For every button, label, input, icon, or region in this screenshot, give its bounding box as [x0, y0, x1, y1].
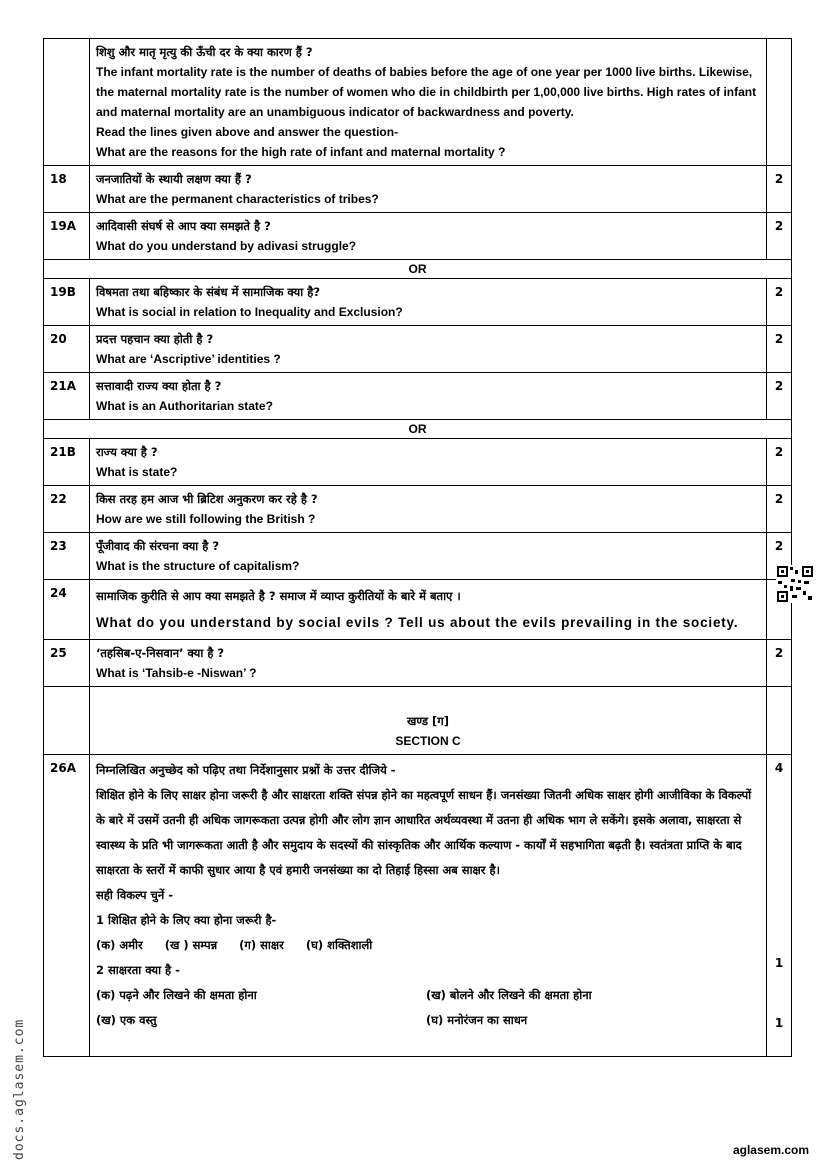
- question-instruction: निम्नलिखित अनुच्छेद को पढ़िए तथा निर्देशानुसार प्रश्नों के उत्तर दीजिये -: [96, 763, 396, 777]
- marks: 2: [767, 166, 792, 213]
- question-hindi: प्रदत्त पहचान क्या होती है ?: [96, 332, 214, 346]
- watermark-text: docs.aglasem.com: [12, 1018, 27, 1160]
- question-hindi: विषमता तथा बहिष्कार के संबंध में सामाजिक क्या है?: [96, 285, 320, 299]
- table-row: [44, 486, 792, 533]
- marks: 1: [774, 1016, 784, 1030]
- table-row: [44, 755, 792, 1057]
- question-number: 23: [44, 533, 90, 580]
- options-1: [96, 933, 760, 958]
- question-english: What is the structure of capitalism?: [96, 559, 300, 573]
- table-row: [44, 213, 792, 260]
- table-row: [44, 533, 792, 580]
- footer-brand: aglasem.com: [732, 1143, 809, 1157]
- question-english: What are the permanent characteristics of tribes?: [96, 192, 379, 206]
- question-hindi: सत्तावादी राज्य क्या होता है ?: [96, 379, 222, 393]
- question-number: 19B: [44, 279, 90, 326]
- question-hindi: सामाजिक कुरीति से आप क्या समझते है ? समाज में व्याप्त कुरीतियों के बारे में बताए ।: [96, 589, 461, 603]
- question-number: 24: [44, 580, 90, 640]
- or-label: OR: [44, 420, 792, 439]
- option: (ख) एक वस्तु: [96, 1013, 157, 1027]
- section-title-hindi: खण्ड [ग]: [406, 714, 449, 728]
- question-hindi: पूँजीवाद की संरचना क्या है ?: [96, 539, 220, 553]
- question-number: 22: [44, 486, 90, 533]
- question-number: 18: [44, 166, 90, 213]
- passage-text: The infant mortality rate is the number of deaths of babies before the age of one year per 1000 live births. Likewise, the maternal mortality rate is the number of women who die in childbirth per 1,00,000 live births. High rates of infant and maternal mortality are an unambiguous indicator of backwardness and poverty.: [96, 65, 757, 119]
- option: (घ) शक्तिशाली: [305, 938, 373, 952]
- marks: 2: [767, 486, 792, 533]
- marks: 4: [774, 761, 784, 775]
- table-row: [44, 326, 792, 373]
- question-english: What are ‘Ascriptive’ identities ?: [96, 352, 281, 366]
- marks: 1: [774, 956, 784, 970]
- option: (क) अमीर: [96, 938, 143, 952]
- question-number: 20: [44, 326, 90, 373]
- option: (ख ) सम्पन्न: [164, 938, 218, 952]
- subquestion-1: 1 शिक्षित होने के लिए क्या होना जरूरी है-: [96, 913, 277, 927]
- question-number: 26A: [44, 755, 90, 1057]
- marks: 2: [767, 213, 792, 260]
- section-title: SECTION C: [395, 734, 461, 748]
- table-row: [44, 166, 792, 213]
- option: (ग) साक्षर: [239, 938, 284, 952]
- marks: 2: [767, 373, 792, 420]
- option: (क) पढ़ने और लिखने की क्षमता होना: [96, 988, 257, 1002]
- question-english: What do you understand by adivasi struggle?: [96, 239, 357, 253]
- question-number: 19A: [44, 213, 90, 260]
- marks: 2: [767, 439, 792, 486]
- question-hindi: राज्य क्या है ?: [96, 445, 158, 459]
- question-hindi: किस तरह हम आज भी ब्रिटिश अनुकरण कर रहे है ?: [96, 492, 318, 506]
- table-row: [44, 279, 792, 326]
- question-english: What are the reasons for the high rate of infant and maternal mortality ?: [96, 145, 506, 159]
- question-number: 21A: [44, 373, 90, 420]
- or-row: [44, 420, 792, 439]
- table-row: [44, 580, 792, 640]
- watermark: [8, 1000, 28, 1160]
- marks: 2: [767, 326, 792, 373]
- question-english: What is an Authoritarian state?: [96, 399, 273, 413]
- or-label: OR: [44, 260, 792, 279]
- section-row: [44, 687, 792, 755]
- question-table: [43, 38, 792, 1057]
- question-hindi: शिशु और मातृ मृत्यु की ऊँची दर के क्या कारण हैं ?: [96, 45, 313, 59]
- table-row: [44, 373, 792, 420]
- table-row: [44, 39, 792, 166]
- question-english: What do you understand by social evils ? Tell us about the evils prevailing in the society.: [96, 615, 739, 630]
- question-english: What is social in relation to Inequality and Exclusion?: [96, 305, 403, 319]
- marks: 2: [767, 279, 792, 326]
- subquestion-2: 2 साक्षरता क्या है -: [96, 963, 180, 977]
- question-hindi: जनजातियों के स्थायी लक्षण क्या हैं ?: [96, 172, 252, 186]
- question-english: What is ‘Tahsib-e -Niswan’ ?: [96, 666, 257, 680]
- question-english: What is state?: [96, 465, 178, 479]
- table-row: [44, 640, 792, 687]
- option: (ख) बोलने और लिखने की क्षमता होना: [426, 988, 592, 1002]
- question-english: How are we still following the British ?: [96, 512, 316, 526]
- options-2: [96, 983, 760, 1033]
- passage-text: शिक्षित होने के लिए साक्षर होना जरूरी है और साक्षरता शक्ति संपन्न होने का महत्वपूर्ण साधन हैं। जनसंख्या जितनी अधिक साक्षर होगी आजीविका के विकल्पों के बारे में उसमें उतनी ही अधिक जागरूकता उत्पन्न होगी और लोग ज्ञान आधारित अर्थव्यवस्था में उतना ही अधिक भाग ले सकेंगे। इसके अलावा, साक्षरता से स्वास्थ्य के प्रति भी जागरूकता आती है और समुदाय के सदस्यों की सांस्कृतिक और आर्थिक कल्याण - कार्यों में सहभागिता बढ़ती है। स्वतंत्रता प्राप्ति के बाद साक्षरता के स्तरों में काफी सुधार आया है एवं हमारी जनसंख्या का दो तिहाई हिस्सा अब साक्षर है।: [96, 788, 752, 877]
- question-number: 21B: [44, 439, 90, 486]
- marks: 2: [767, 533, 792, 580]
- table-row: [44, 439, 792, 486]
- question-number: 25: [44, 640, 90, 687]
- question-hindi: ‘तहसिब-ए-निसवान’ क्या है ?: [96, 646, 225, 660]
- qr-code-icon: [776, 565, 814, 603]
- instruction-text: Read the lines given above and answer the question-: [96, 125, 399, 139]
- or-row: [44, 260, 792, 279]
- question-hindi: आदिवासी संघर्ष से आप क्या समझते है ?: [96, 219, 271, 233]
- marks: 2: [767, 640, 792, 687]
- question-paper: [43, 38, 792, 1057]
- choose-instruction: सही विकल्प चुनें -: [96, 888, 173, 902]
- option: (घ) मनोरंजन का साधन: [426, 1013, 528, 1027]
